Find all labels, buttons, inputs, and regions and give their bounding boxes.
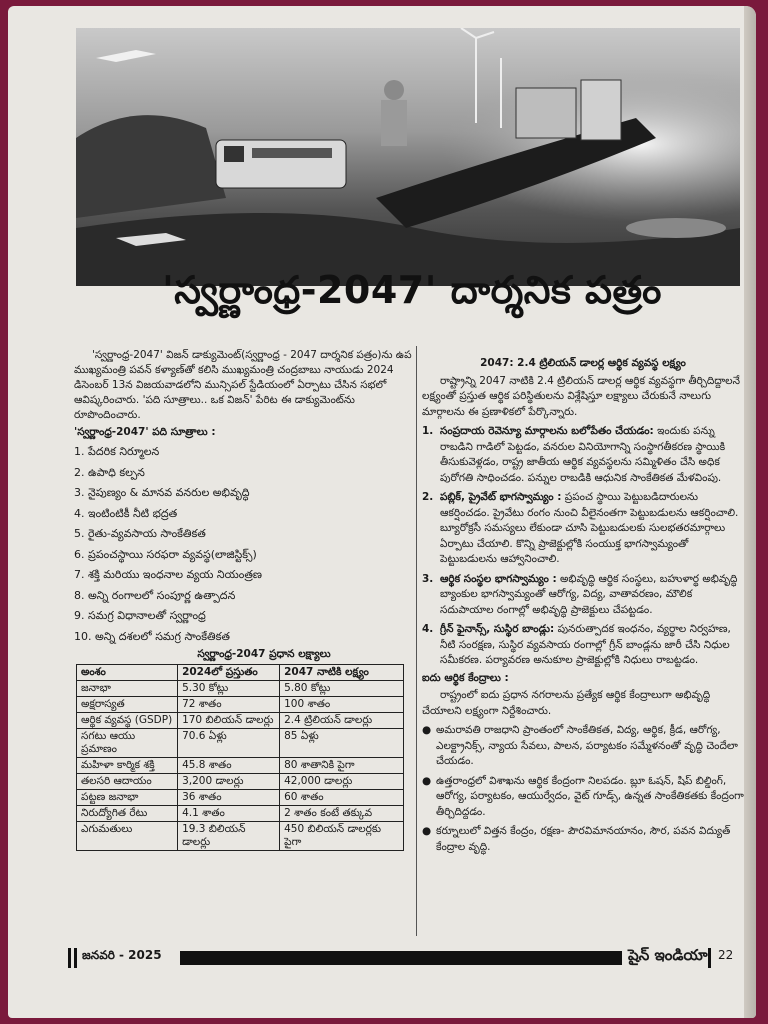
list-item: 9. సమగ్ర విధానాలతో స్వర్ణాంధ్ర: [74, 609, 206, 622]
item-number: 4.: [422, 623, 434, 635]
table-cell: సగటు ఆయు ప్రమాణం: [77, 729, 178, 758]
item-text: ఇందుకు పన్ను రాబడిని గాడిలో పెట్టడం, వనరుల వినియోగాన్ని సంస్థాగతీకరణ స్థాయికి తీసుకువెళ్లడం, రాష్ట్ర జాతీయ ఆర్థిక వ్యవస్థలను సమ్మిళితం చేసి అధిక పురోగతి సాధించడం. పన్నుల రాబడికి ఆధునిక సాంకేతికత మేళవింపు.: [440, 425, 726, 484]
list-item: 5. రైతు-వ్యవసాయ సాంకేతికత: [74, 527, 206, 540]
item-body: [440, 424, 744, 486]
footer-issue-date: జనవరి - 2025: [82, 948, 162, 962]
table-cell: 60 శాతం: [280, 790, 404, 806]
table-cell: నిరుద్యోగిత రేటు: [77, 806, 178, 822]
item-heading: పబ్లిక్, ప్రైవేట్ భాగస్వామ్యం :: [440, 491, 562, 503]
table-cell: 170 బిలియన్ డాలర్లు: [178, 713, 280, 729]
bullet-icon: ●: [422, 724, 432, 736]
list-item: [422, 723, 744, 770]
list-item: 3. నైపుణ్యం & మానవ వనరుల అభివృద్ధి: [74, 486, 250, 499]
table-row: [77, 697, 404, 713]
table-header-row: [77, 665, 404, 681]
list-item: [422, 622, 744, 669]
table-row: [77, 822, 404, 851]
item-text: అభివృద్ధి ఆర్థిక సంస్థలు, బహుళార్థ అభివృద్ధి బ్యాంకుల భాగస్వామ్యంతో ఆరోగ్య, విద్య, వాతావరణం, మౌలిక సదుపాయాల రంగాల్లో అభివృద్ధి ప్రాజెక్టులు చేపట్టడం.: [440, 572, 738, 616]
footer-mark: [74, 948, 77, 968]
table-row: [77, 758, 404, 774]
magazine-page: [8, 6, 756, 1018]
bullet-text: అమరావతి రాజధాని ప్రాంతంలో సాంకేతికత, విద్య, ఆర్థిక, క్రీడ, ఆరోగ్య, ఎలక్ట్రానిక్స్, న్యాయ సేవలు, పాలన, పర్యాటకం సమ్మేళనంతో వృద్ధి చెందేలా చేయడం.: [436, 724, 738, 767]
table-header-cell: 2047 నాటికి లక్ష్యం: [280, 665, 404, 681]
page-number: 22: [718, 948, 734, 962]
table-cell: 80 శాతానికి పైగా: [280, 758, 404, 774]
intro-paragraph: 'స్వర్ణాంధ్ర-2047' విజన్ డాక్యుమెంట్(స్వర్ణాంధ్ర - 2047 దార్శనిక పత్రం)ను ఉప ముఖ్యమంత్రి పవన్ కళ్యాణ్‌తో కలిసి ముఖ్యమంత్రి చంద్రబాబు నాయుడు 2024 డిసెంబర్ 13న విజయవాడలోని మున్సిపల్ స్టేడియంలో ఏర్పాటు చేసిన సభలో ఆవిష్కరించారు. 'పది సూత్రాలు.. ఒక విజన్' పేరిట ఈ డాక్యుమెంట్‌ను రూపొందించారు.: [74, 349, 412, 421]
item-number: 1.: [422, 425, 434, 437]
list-item: [422, 424, 744, 486]
item-number: 2.: [422, 491, 434, 503]
right-column: [422, 356, 744, 855]
list-item: [422, 774, 744, 821]
table-cell: జనాభా: [77, 681, 178, 697]
list-item: 7. శక్తి మరియు ఇంధనాల వ్యయ నియంత్రణ: [74, 568, 263, 581]
column-divider: [416, 346, 417, 936]
list-item: 1. పేదరిక నిర్మూలన: [74, 445, 160, 458]
table-row: [77, 806, 404, 822]
table-cell: ఆర్థిక వ్యవస్థ (GSDP): [77, 713, 178, 729]
footer-bar: [180, 951, 622, 965]
bullet-icon: ●: [422, 825, 432, 837]
item-text: ప్రపంచ స్థాయి పెట్టుబడిదారులను ఆకర్షించడం. ప్రైవేటు రంగం నుంచి వీలైనంతగా పెట్టుబడులను ఆకర్షించాలి. బ్యూరోక్రసీ సమస్యలు లేకుండా చూసి పెట్టుబడులకు సులభతరమార్గాలు ఏర్పాటు చేయాలి. కొన్ని ప్రాజెక్టుల్లోకి సంయుక్త భాగస్వామ్యంతో పెట్టుబడులను ఆహ్వానించాలి.: [440, 491, 739, 565]
table-cell: 70.6 ఏళ్లు: [178, 729, 280, 758]
item-body: [440, 572, 744, 619]
table-cell: 72 శాతం: [178, 697, 280, 713]
sutras-list: [74, 442, 414, 647]
table-title: స్వర్ణాంధ్ర-2047 ప్రధాన లక్ష్యాలు: [197, 648, 331, 660]
item-heading: గ్రీన్ ఫైనాన్స్, సుస్థిర బాండ్లు:: [440, 623, 555, 635]
list-item: 2. ఉపాధి కల్పన: [74, 465, 145, 479]
table-cell: 5.80 కోట్లు: [280, 681, 404, 697]
banner-illustration: [76, 28, 740, 286]
item-heading: సంప్రదాయ రెవెన్యూ మార్గాలను బలోపేతం చేయడం:: [440, 425, 654, 437]
table-cell: 2 శాతం కంటే తక్కువ: [280, 806, 404, 822]
list-item: 10. అన్ని దశలలో సమగ్ర సాంకేతికత: [74, 629, 230, 643]
item-body: [440, 622, 744, 669]
table-row: [77, 774, 404, 790]
list-item: 6. ప్రపంచస్థాయి సరఫరా వ్యవస్థ(లాజిస్టిక్స్): [74, 547, 257, 561]
table-header-cell: 2024లో ప్రస్తుతం: [178, 665, 280, 681]
table-cell: 42,000 డాలర్లు: [280, 774, 404, 790]
page-spine: [744, 6, 756, 1018]
table-row: [77, 681, 404, 697]
footer-magazine-name: షైన్ ఇండియా: [628, 946, 708, 964]
table-cell: 100 శాతం: [280, 697, 404, 713]
table-cell: 19.3 బిలియన్ డాలర్లు: [178, 822, 280, 851]
table-cell: 3,200 డాలర్లు: [178, 774, 280, 790]
bullet-text: ఉత్తరాంధ్రలో విశాఖను ఆర్థిక కేంద్రంగా నిలపడం. బ్లూ ఓషన్, షిప్ బిల్డింగ్, ఆరోగ్య, పర్యాటకం, ఆయుర్వేదం, వైట్ గూడ్స్, ఉన్నత సాంకేతికతకు కేంద్రంగా తీర్చిదిద్దడం.: [436, 774, 744, 818]
table-cell: 45.8 శాతం: [178, 758, 280, 774]
sutras-heading: 'స్వర్ణాంధ్ర-2047' పది సూత్రాలు :: [74, 426, 216, 438]
page-footer: [68, 944, 744, 970]
bullet-text: కర్నూలులో విత్తన కేంద్రం, రక్షణ- పౌరవిమానయానం, సౌర, పవన విద్యుత్ కేంద్రాల వృద్ధి.: [436, 825, 731, 853]
table-row: [77, 729, 404, 758]
table-cell: 5.30 కోట్లు: [178, 681, 280, 697]
table-cell: పట్టణ జనాభా: [77, 790, 178, 806]
table-cell: అక్షరాస్యత: [77, 697, 178, 713]
item-body: [440, 490, 744, 568]
table-cell: 4.1 శాతం: [178, 806, 280, 822]
table-header-cell: అంశం: [77, 665, 178, 681]
item-heading: ఆర్థిక సంస్థల భాగస్వామ్యం :: [440, 572, 557, 585]
table-cell: తలసరి ఆదాయం: [77, 774, 178, 790]
list-item: [422, 490, 744, 568]
table-cell: 36 శాతం: [178, 790, 280, 806]
centres-intro: రాష్ట్రంలో ఐదు ప్రధాన నగరాలను ప్రత్యేక ఆర్థిక కేంద్రాలుగా అభివృద్ధి చేయాలని లక్ష్యంగా నిర్దేశించారు.: [422, 689, 711, 717]
table-row: [77, 713, 404, 729]
section-intro: రాష్ట్రాన్ని 2047 నాటికి 2.4 ట్రిలియన్ డాలర్ల ఆర్థిక వ్యవస్థగా తీర్చిదిద్దాలనే లక్ష్యంతో ప్రస్తుత ఆర్థిక పరిస్థితులను విశ్లేషిస్తూ లక్ష్యాలు చేరుకునే నాలుగు మార్గాలను ఈ ప్రణాళికలో పేర్కొన్నారు.: [422, 374, 740, 418]
section-title: 2047: 2.4 ట్రిలియన్ డాలర్ల ఆర్థిక వ్యవస్థ లక్ష్యం: [480, 357, 686, 369]
banner-collage-image: [76, 28, 740, 286]
footer-mark: [708, 948, 711, 968]
article-headline: 'స్వర్ణాంధ్ర-2047' దార్శనిక పత్రం: [162, 268, 662, 312]
table-cell: మహిళా కార్మిక శక్తి: [77, 758, 178, 774]
footer-mark: [68, 948, 71, 968]
table-cell: 450 బిలియన్ డాలర్లకు పైగా: [280, 822, 404, 851]
item-number: 3.: [422, 572, 434, 585]
table-row: [77, 790, 404, 806]
table-cell: 85 ఏళ్లు: [280, 729, 404, 758]
table-cell: ఎగుమతులు: [77, 822, 178, 851]
left-column: [74, 348, 414, 851]
targets-table: [76, 664, 404, 851]
bullet-icon: ●: [422, 774, 432, 787]
centres-heading: ఐదు ఆర్థిక కేంద్రాలు :: [422, 671, 509, 684]
list-item: 8. అన్ని రంగాలలో సంపూర్ణ ఉత్పాదన: [74, 588, 236, 602]
list-item: [422, 824, 744, 855]
list-item: 4. ఇంటింటికీ నీటి భద్రత: [74, 506, 178, 520]
list-item: [422, 572, 744, 619]
table-cell: 2.4 ట్రిలియన్ డాలర్లు: [280, 713, 404, 729]
item-text: పునరుత్పాదక ఇంధనం, వ్యర్థాల నిర్వహణ, నీటి సంరక్షణ, సుస్థిర వ్యవసాయ రంగాల్లో గ్రీన్ బాండ్లను జారీ చేసి నిధుల సమీకరణ. పర్యావరణ అనుకూల ప్రాజెక్టుల్లోకి నిధులు రాబట్టడం.: [440, 623, 731, 666]
